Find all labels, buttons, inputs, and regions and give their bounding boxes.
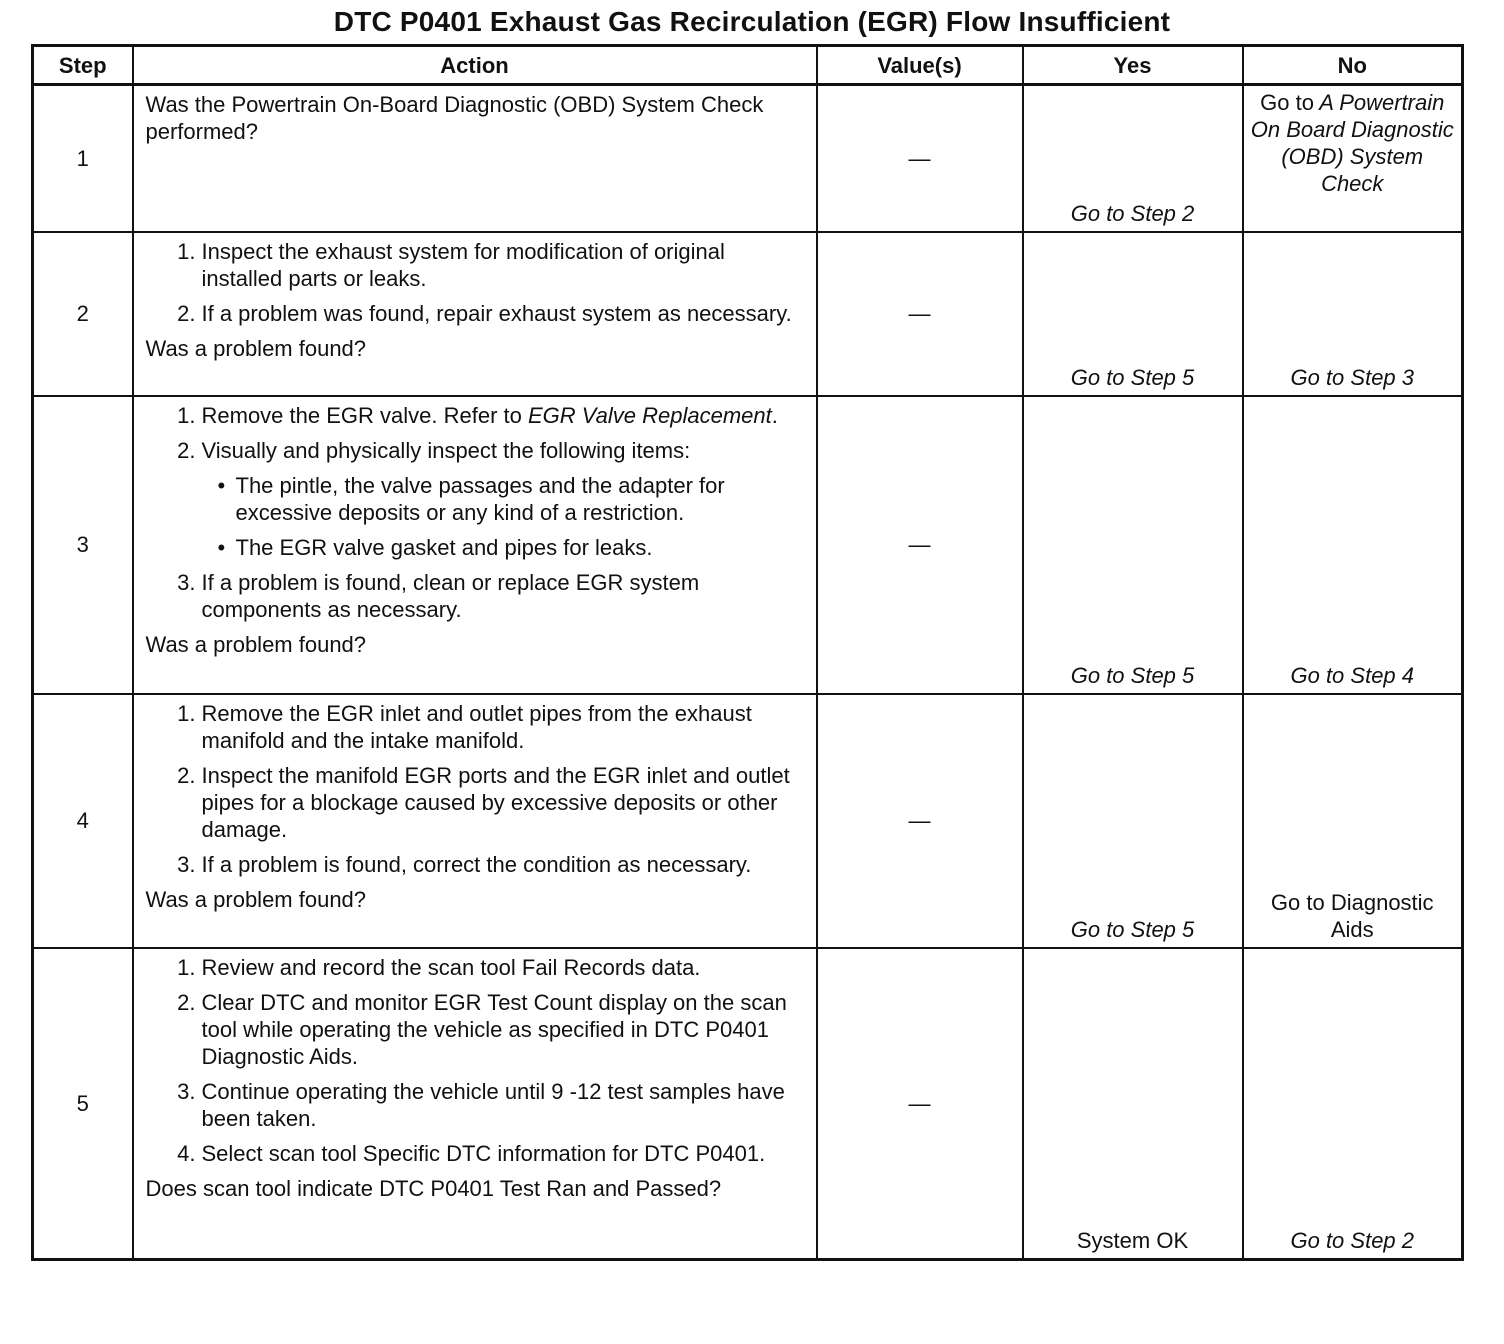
- value-cell: —: [817, 232, 1023, 396]
- action-cell: [133, 232, 817, 396]
- list-item: 1. Remove the EGR valve. Refer to EGR Valve Replacement.: [177, 402, 778, 428]
- action-steps: [146, 954, 808, 1167]
- list-item: 2. Visually and physically inspect the following items: • The pintle, the valve passages and the adapter for excessive deposits or any kind of a restriction. • The EGR valve gasket and pipes for leaks.: [190, 437, 808, 561]
- value-cell: —: [817, 396, 1023, 694]
- list-item: 3. Continue operating the vehicle until 9 -12 test samples have been taken.: [177, 1078, 785, 1131]
- bullet-icon: •: [217, 472, 226, 498]
- action-question: Was a problem found?: [145, 335, 367, 361]
- list-item: 1. Remove the EGR inlet and outlet pipes from the exhaust manifold and the intake manifold.: [177, 700, 752, 753]
- step-number: 1: [33, 85, 133, 232]
- bullet-item: • The pintle, the valve passages and the adapter for excessive deposits or any kind of a restriction.: [217, 472, 725, 525]
- list-item: 3. If a problem is found, clean or replace EGR system components as necessary.: [177, 569, 700, 622]
- table-row: [33, 85, 1463, 232]
- no-cell: Go to Step 4: [1243, 396, 1463, 694]
- yes-cell: Go to Step 2: [1023, 85, 1243, 232]
- step-number: 3: [33, 396, 133, 694]
- list-item: 4. Select scan tool Specific DTC information for DTC P0401.: [177, 1140, 766, 1166]
- action-question: Was the Powertrain On-Board Diagnostic (OBD) System Check performed?: [145, 92, 764, 144]
- action-cell: [133, 85, 817, 232]
- diagnostic-table: [31, 44, 1464, 1261]
- action-question: Was a problem found?: [145, 631, 367, 657]
- no-cell: Go to Step 2: [1243, 948, 1463, 1260]
- header-no: No: [1243, 46, 1463, 85]
- yes-cell: Go to Step 5: [1023, 232, 1243, 396]
- header-row: [33, 46, 1463, 85]
- header-yes: Yes: [1023, 46, 1243, 85]
- value-cell: —: [817, 85, 1023, 232]
- action-cell: [133, 694, 817, 948]
- value-cell: —: [817, 948, 1023, 1260]
- header-action: Action: [133, 46, 817, 85]
- value-cell: —: [817, 694, 1023, 948]
- list-item: 3. If a problem is found, correct the condition as necessary.: [177, 851, 752, 877]
- no-cell: [1243, 85, 1463, 232]
- step-number: 4: [33, 694, 133, 948]
- no-reference: A Powertrain On Board Diagnostic (OBD) System Check: [1250, 90, 1454, 196]
- bullet-icon: •: [217, 534, 226, 560]
- table-row: [33, 948, 1463, 1260]
- action-steps: [146, 238, 808, 327]
- yes-cell: System OK: [1023, 948, 1243, 1260]
- no-cell: Go to Diagnostic Aids: [1243, 694, 1463, 948]
- action-steps: [146, 700, 808, 878]
- action-cell: [133, 396, 817, 694]
- action-cell: [133, 948, 817, 1260]
- list-item: 2. Clear DTC and monitor EGR Test Count display on the scan tool while operating the vehicle as specified in DTC P0401 Diagnostic Aids.: [177, 989, 787, 1069]
- bullet-item: • The EGR valve gasket and pipes for leaks.: [217, 534, 653, 560]
- list-item: 2. If a problem was found, repair exhaust system as necessary.: [177, 300, 792, 326]
- action-question: Does scan tool indicate DTC P0401 Test Ran and Passed?: [145, 1175, 722, 1201]
- reference-link: EGR Valve Replacement: [527, 402, 772, 428]
- step-number: 2: [33, 232, 133, 396]
- list-item: 2. Inspect the manifold EGR ports and the EGR inlet and outlet pipes for a blockage caused by excessive deposits or other damage.: [177, 762, 790, 842]
- no-cell: Go to Step 3: [1243, 232, 1463, 396]
- yes-cell: Go to Step 5: [1023, 396, 1243, 694]
- table-row: [33, 694, 1463, 948]
- table-row: [33, 396, 1463, 694]
- table-row: [33, 232, 1463, 396]
- header-step: Step: [33, 46, 133, 85]
- header-values: Value(s): [817, 46, 1023, 85]
- action-question: Was a problem found?: [145, 886, 367, 912]
- page-title: DTC P0401 Exhaust Gas Recirculation (EGR) Flow Insufficient: [333, 6, 1171, 37]
- step-number: 5: [33, 948, 133, 1260]
- action-steps: [146, 402, 808, 623]
- no-prefix: Go to: [1260, 90, 1314, 115]
- bullet-list: [202, 472, 808, 561]
- list-item: 1. Review and record the scan tool Fail Records data.: [177, 954, 701, 980]
- list-item: 1. Inspect the exhaust system for modification of original installed parts or leaks.: [177, 238, 725, 291]
- yes-cell: Go to Step 5: [1023, 694, 1243, 948]
